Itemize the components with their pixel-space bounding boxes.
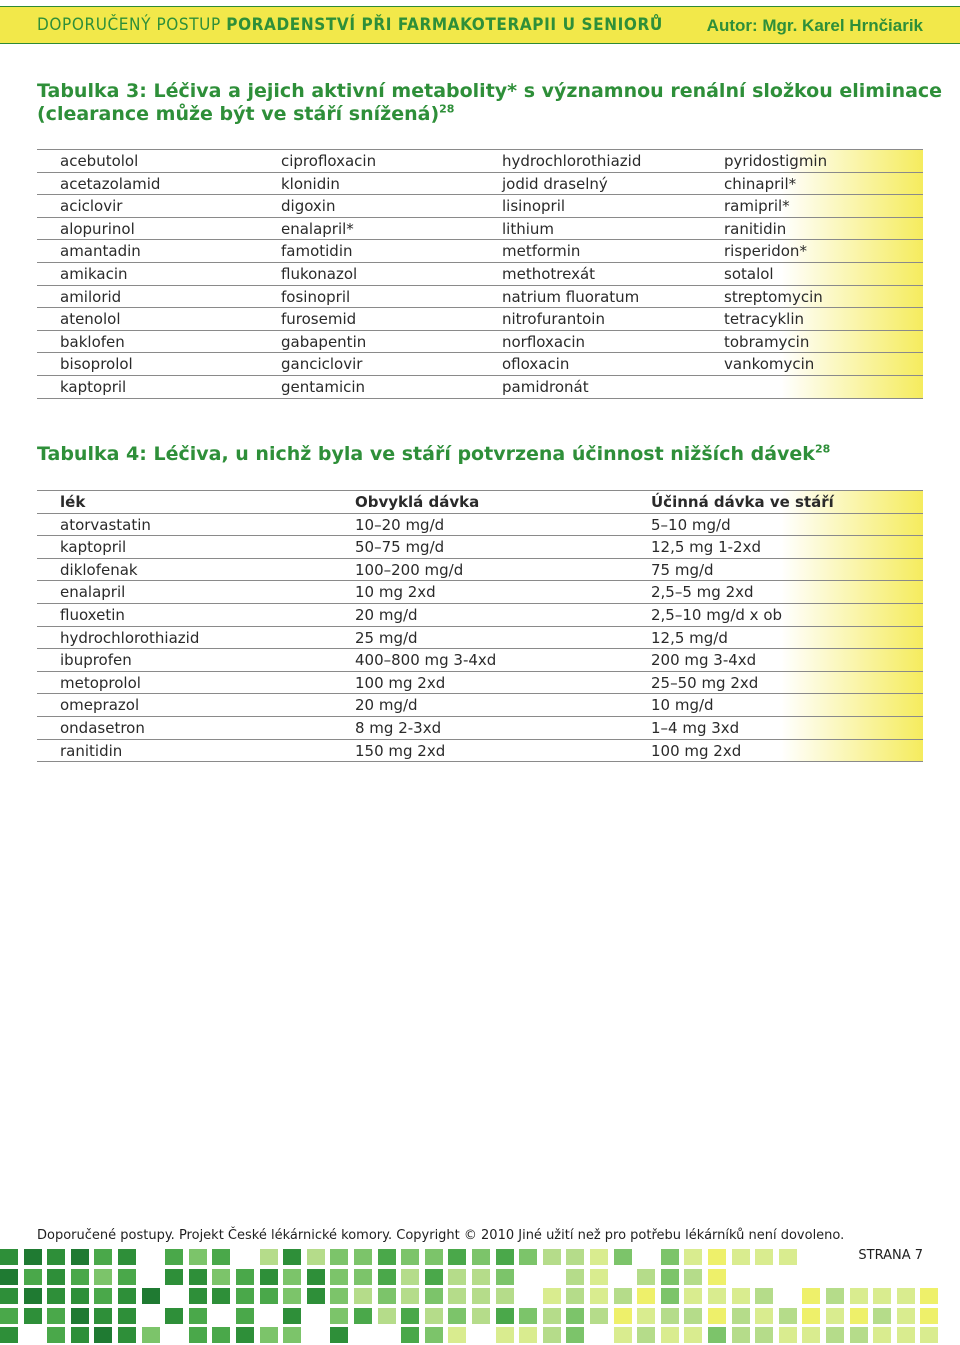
header-author: Autor: Mgr. Karel Hrnčiarik	[706, 16, 923, 35]
mosaic-square	[260, 1249, 278, 1265]
mosaic-square	[661, 1327, 679, 1343]
table-header-row	[37, 491, 923, 514]
mosaic-square	[260, 1288, 278, 1304]
mosaic-square	[283, 1288, 301, 1304]
table-cell: amilorid	[60, 287, 122, 306]
table-row	[37, 376, 923, 399]
mosaic-square	[826, 1308, 844, 1324]
mosaic-square	[472, 1269, 490, 1285]
table-cell: 2,5–5 mg 2xd	[651, 583, 754, 602]
table-cell: pamidronát	[502, 377, 589, 396]
mosaic-square	[614, 1288, 632, 1304]
table-cell: gentamicin	[281, 377, 366, 396]
table-row	[37, 353, 923, 376]
mosaic-square	[47, 1327, 65, 1343]
table-cell: hydrochlorothiazid	[60, 628, 200, 647]
mosaic-square	[24, 1308, 42, 1324]
table-cell: famotidin	[281, 242, 353, 261]
table-cell: atenolol	[60, 310, 121, 329]
mosaic-square	[189, 1327, 207, 1343]
mosaic-square	[71, 1327, 89, 1343]
mosaic-square	[496, 1249, 514, 1265]
mosaic-square	[826, 1327, 844, 1343]
mosaic-square	[118, 1288, 136, 1304]
mosaic-square	[708, 1269, 726, 1285]
mosaic-square	[566, 1249, 584, 1265]
mosaic-square	[47, 1269, 65, 1285]
table-row	[37, 559, 923, 582]
table-row	[37, 694, 923, 717]
mosaic-square	[165, 1269, 183, 1285]
mosaic-square	[496, 1269, 514, 1285]
table-cell: 20 mg/d	[355, 696, 418, 715]
table-cell: natrium fluoratum	[502, 287, 640, 306]
table-cell: 50–75 mg/d	[355, 538, 445, 557]
mosaic-square	[519, 1249, 537, 1265]
table-cell: 150 mg 2xd	[355, 741, 446, 760]
table-cell: 100 mg 2xd	[651, 741, 742, 760]
table-cell: amantadin	[60, 242, 141, 261]
mosaic-square	[566, 1269, 584, 1285]
mosaic-square	[448, 1249, 466, 1265]
table-row	[37, 195, 923, 218]
mosaic-square	[0, 1308, 18, 1324]
column-header: lék	[60, 493, 86, 511]
mosaic-square	[354, 1288, 372, 1304]
mosaic-square	[165, 1249, 183, 1265]
mosaic-square	[472, 1249, 490, 1265]
mosaic-square	[850, 1308, 868, 1324]
mosaic-square	[732, 1249, 750, 1265]
mosaic-square	[283, 1308, 301, 1324]
mosaic-square	[378, 1249, 396, 1265]
mosaic-square	[732, 1327, 750, 1343]
mosaic-square	[873, 1327, 891, 1343]
mosaic-square	[732, 1308, 750, 1324]
table-cell: diklofenak	[60, 560, 138, 579]
mosaic-square	[71, 1269, 89, 1285]
mosaic-square	[236, 1269, 254, 1285]
table-cell: 12,5 mg 1-2xd	[651, 538, 761, 557]
mosaic-square	[94, 1327, 112, 1343]
mosaic-square	[684, 1269, 702, 1285]
mosaic-square	[708, 1327, 726, 1343]
mosaic-square	[212, 1327, 230, 1343]
mosaic-square	[307, 1249, 325, 1265]
mosaic-square	[0, 1327, 18, 1343]
mosaic-square	[873, 1288, 891, 1304]
mosaic-square	[873, 1308, 891, 1324]
mosaic-square	[897, 1308, 915, 1324]
mosaic-square	[448, 1288, 466, 1304]
mosaic-square	[283, 1327, 301, 1343]
table3-title-line1: Tabulka 3: Léčiva a jejich aktivní metabolity* s významnou renální složkou eliminace	[37, 80, 943, 102]
table-cell: 20 mg/d	[355, 605, 418, 624]
mosaic-square	[519, 1327, 537, 1343]
mosaic-square	[590, 1288, 608, 1304]
mosaic-square	[260, 1327, 278, 1343]
footer-mosaic-decoration	[0, 1247, 960, 1345]
mosaic-square	[661, 1308, 679, 1324]
table-row	[37, 536, 923, 559]
mosaic-square	[661, 1288, 679, 1304]
mosaic-square	[755, 1288, 773, 1304]
mosaic-square	[755, 1327, 773, 1343]
table-cell: lisinopril	[502, 197, 566, 216]
mosaic-square	[142, 1288, 160, 1304]
footer-copyright: Doporučené postupy. Projekt České lékárnické komory. Copyright © 2010 Jiné užití než pro potřebu lékárníků není dovoleno.	[37, 1228, 845, 1243]
table-cell: ranitidin	[60, 741, 123, 760]
mosaic-square	[779, 1249, 797, 1265]
table-cell: ondasetron	[60, 718, 145, 737]
mosaic-square	[802, 1327, 820, 1343]
mosaic-square	[850, 1288, 868, 1304]
table-row	[37, 740, 923, 763]
table-cell: ranitidin	[724, 219, 787, 238]
table-cell: 1–4 mg 3xd	[651, 718, 740, 737]
header-series-label: DOPORUČENÝ POSTUP	[37, 15, 227, 35]
mosaic-square	[283, 1269, 301, 1285]
table-cell: 75 mg/d	[651, 560, 714, 579]
mosaic-square	[378, 1308, 396, 1324]
table-cell: tetracyklin	[724, 310, 805, 329]
mosaic-square	[684, 1249, 702, 1265]
table-row	[37, 514, 923, 537]
mosaic-square	[448, 1269, 466, 1285]
mosaic-square	[543, 1308, 561, 1324]
table-row	[37, 604, 923, 627]
column-header: Účinná dávka ve stáří	[651, 493, 834, 511]
table-row	[37, 173, 923, 196]
mosaic-square	[354, 1269, 372, 1285]
table-row	[37, 240, 923, 263]
table-row	[37, 672, 923, 695]
mosaic-square	[920, 1288, 938, 1304]
table-cell: nitrofurantoin	[502, 310, 605, 329]
mosaic-square	[260, 1269, 278, 1285]
table-cell: 8 mg 2-3xd	[355, 718, 442, 737]
mosaic-square	[189, 1269, 207, 1285]
mosaic-square	[142, 1327, 160, 1343]
mosaic-square	[401, 1308, 419, 1324]
mosaic-square	[330, 1269, 348, 1285]
table-cell: aciclovir	[60, 197, 123, 216]
mosaic-square	[307, 1288, 325, 1304]
mosaic-square	[897, 1288, 915, 1304]
table-row	[37, 717, 923, 740]
table-cell: norfloxacin	[502, 332, 586, 351]
table-cell: ibuprofen	[60, 651, 132, 670]
mosaic-square	[401, 1327, 419, 1343]
table-cell: 2,5–10 mg/d x ob	[651, 605, 783, 624]
mosaic-square	[637, 1288, 655, 1304]
page-header	[0, 6, 960, 44]
mosaic-square	[637, 1308, 655, 1324]
mosaic-square	[566, 1327, 584, 1343]
mosaic-square	[496, 1308, 514, 1324]
mosaic-square	[850, 1327, 868, 1343]
mosaic-square	[755, 1308, 773, 1324]
page-number: STRANA 7	[858, 1248, 923, 1263]
table4-title-text: Tabulka 4: Léčiva, u nichž byla ve stáří potvrzena účinnost nižších dávek	[37, 443, 815, 465]
table-cell: 25–50 mg 2xd	[651, 673, 759, 692]
mosaic-square	[118, 1269, 136, 1285]
table-cell: ramipril*	[724, 197, 790, 216]
mosaic-square	[448, 1308, 466, 1324]
mosaic-square	[614, 1327, 632, 1343]
mosaic-square	[708, 1288, 726, 1304]
table-cell: fosinopril	[281, 287, 351, 306]
mosaic-square	[637, 1269, 655, 1285]
mosaic-square	[71, 1308, 89, 1324]
table-cell: amikacin	[60, 264, 128, 283]
mosaic-square	[378, 1288, 396, 1304]
mosaic-square	[826, 1288, 844, 1304]
table-cell: sotalol	[724, 264, 774, 283]
table-cell: flukonazol	[281, 264, 358, 283]
mosaic-square	[661, 1269, 679, 1285]
table-cell: pyridostigmin	[724, 152, 828, 170]
mosaic-square	[543, 1288, 561, 1304]
mosaic-square	[283, 1249, 301, 1265]
table-cell: 10 mg 2xd	[355, 583, 436, 602]
mosaic-square	[779, 1308, 797, 1324]
mosaic-square	[496, 1288, 514, 1304]
table3-reference: 28	[439, 102, 455, 116]
table-cell: omeprazol	[60, 696, 140, 715]
mosaic-square	[378, 1269, 396, 1285]
table-cell: chinapril*	[724, 174, 797, 193]
mosaic-square	[708, 1308, 726, 1324]
table-cell: klonidin	[281, 174, 340, 193]
mosaic-square	[590, 1269, 608, 1285]
header-title-group	[37, 15, 663, 35]
column-header: Obvyklá dávka	[355, 493, 480, 511]
table-cell: risperidon*	[724, 242, 807, 261]
table-cell: methotrexát	[502, 264, 596, 283]
table-cell: 12,5 mg/d	[651, 628, 728, 647]
table-row	[37, 581, 923, 604]
mosaic-square	[920, 1308, 938, 1324]
mosaic-square	[0, 1269, 18, 1285]
table-cell: enalapril*	[281, 219, 354, 238]
table-cell: bisoprolol	[60, 355, 133, 374]
mosaic-square	[401, 1269, 419, 1285]
table-cell: metoprolol	[60, 673, 141, 692]
table-cell: streptomycin	[724, 287, 823, 306]
mosaic-square	[779, 1327, 797, 1343]
table3-title	[37, 80, 942, 126]
table-cell: 100 mg 2xd	[355, 673, 446, 692]
mosaic-square	[425, 1288, 443, 1304]
table-cell: 25 mg/d	[355, 628, 418, 647]
mosaic-square	[448, 1327, 466, 1343]
mosaic-square	[212, 1288, 230, 1304]
mosaic-square	[661, 1249, 679, 1265]
table-cell: ganciclovir	[281, 355, 363, 374]
mosaic-square	[566, 1288, 584, 1304]
mosaic-square	[401, 1288, 419, 1304]
mosaic-square	[590, 1249, 608, 1265]
table-row	[37, 308, 923, 331]
table-cell: kaptopril	[60, 538, 127, 557]
mosaic-square	[354, 1249, 372, 1265]
mosaic-square	[637, 1327, 655, 1343]
mosaic-square	[472, 1308, 490, 1324]
mosaic-square	[94, 1269, 112, 1285]
mosaic-square	[425, 1327, 443, 1343]
mosaic-square	[401, 1249, 419, 1265]
mosaic-square	[0, 1288, 18, 1304]
mosaic-square	[236, 1308, 254, 1324]
mosaic-square	[94, 1288, 112, 1304]
header-title: PORADENSTVÍ PŘI FARMAKOTERAPII U SENIORŮ	[226, 15, 663, 35]
table-cell: jodid draselný	[502, 174, 608, 193]
table3	[37, 149, 923, 399]
mosaic-square	[755, 1249, 773, 1265]
mosaic-square	[920, 1327, 938, 1343]
mosaic-square	[543, 1327, 561, 1343]
table-cell: 200 mg 3-4xd	[651, 651, 757, 670]
table-cell: digoxin	[281, 197, 336, 216]
mosaic-square	[543, 1249, 561, 1265]
table-cell: 400–800 mg 3-4xd	[355, 651, 497, 670]
mosaic-square	[189, 1288, 207, 1304]
table-row	[37, 218, 923, 241]
table-cell: tobramycin	[724, 332, 810, 351]
mosaic-square	[684, 1327, 702, 1343]
table-row	[37, 286, 923, 309]
table-cell: acebutolol	[60, 152, 139, 170]
mosaic-square	[118, 1249, 136, 1265]
table-cell: fluoxetin	[60, 605, 125, 624]
mosaic-square	[614, 1249, 632, 1265]
mosaic-square	[708, 1249, 726, 1265]
mosaic-square	[307, 1269, 325, 1285]
mosaic-square	[732, 1288, 750, 1304]
table4	[37, 490, 923, 762]
mosaic-square	[47, 1288, 65, 1304]
table-cell: gabapentin	[281, 332, 367, 351]
mosaic-square	[897, 1327, 915, 1343]
mosaic-square	[566, 1308, 584, 1324]
table-cell: enalapril	[60, 583, 126, 602]
table-cell: furosemid	[281, 310, 357, 329]
mosaic-square	[614, 1308, 632, 1324]
mosaic-square	[189, 1308, 207, 1324]
table-cell: 10 mg/d	[651, 696, 714, 715]
table4-title	[37, 443, 830, 466]
mosaic-square	[330, 1327, 348, 1343]
table4-reference: 28	[814, 442, 831, 456]
mosaic-square	[212, 1269, 230, 1285]
mosaic-square	[212, 1249, 230, 1265]
table-cell: acetazolamid	[60, 174, 161, 193]
mosaic-square	[24, 1249, 42, 1265]
table-cell: kaptopril	[60, 377, 127, 396]
table-cell: 10–20 mg/d	[355, 515, 445, 534]
mosaic-square	[0, 1249, 18, 1265]
mosaic-square	[94, 1308, 112, 1324]
mosaic-square	[330, 1288, 348, 1304]
table-row	[37, 263, 923, 286]
table-cell: baklofen	[60, 332, 125, 351]
mosaic-square	[71, 1249, 89, 1265]
mosaic-square	[24, 1288, 42, 1304]
mosaic-square	[802, 1308, 820, 1324]
table-cell: 100–200 mg/d	[355, 560, 464, 579]
table3-title-line2: (clearance může být ve stáří snížená)	[37, 103, 440, 125]
table-cell: hydrochlorothiazid	[502, 152, 642, 170]
mosaic-square	[590, 1308, 608, 1324]
mosaic-square	[118, 1327, 136, 1343]
mosaic-square	[118, 1308, 136, 1324]
table3-title-line2-wrap	[37, 103, 942, 126]
table-cell: alopurinol	[60, 219, 135, 238]
table-row	[37, 150, 923, 173]
mosaic-square	[330, 1308, 348, 1324]
table-row	[37, 331, 923, 354]
mosaic-square	[236, 1327, 254, 1343]
mosaic-square	[165, 1308, 183, 1324]
mosaic-square	[24, 1269, 42, 1285]
mosaic-square	[425, 1308, 443, 1324]
mosaic-square	[354, 1308, 372, 1324]
table-row	[37, 627, 923, 650]
mosaic-square	[47, 1249, 65, 1265]
mosaic-square	[684, 1288, 702, 1304]
mosaic-square	[472, 1288, 490, 1304]
mosaic-square	[47, 1308, 65, 1324]
table-cell: ofloxacin	[502, 355, 570, 374]
table-row	[37, 649, 923, 672]
mosaic-square	[802, 1288, 820, 1304]
table-cell: 5–10 mg/d	[651, 515, 731, 534]
mosaic-square	[236, 1288, 254, 1304]
mosaic-square	[94, 1249, 112, 1265]
mosaic-square	[425, 1249, 443, 1265]
mosaic-square	[496, 1327, 514, 1343]
mosaic-square	[425, 1269, 443, 1285]
mosaic-square	[684, 1308, 702, 1324]
mosaic-square	[519, 1308, 537, 1324]
table-cell: ciprofloxacin	[281, 152, 377, 170]
table-cell: vankomycin	[724, 355, 815, 374]
table-cell: atorvastatin	[60, 515, 151, 534]
table-cell: metformin	[502, 242, 581, 261]
mosaic-square	[189, 1249, 207, 1265]
mosaic-square	[330, 1249, 348, 1265]
mosaic-square	[71, 1288, 89, 1304]
table-cell: lithium	[502, 219, 555, 238]
